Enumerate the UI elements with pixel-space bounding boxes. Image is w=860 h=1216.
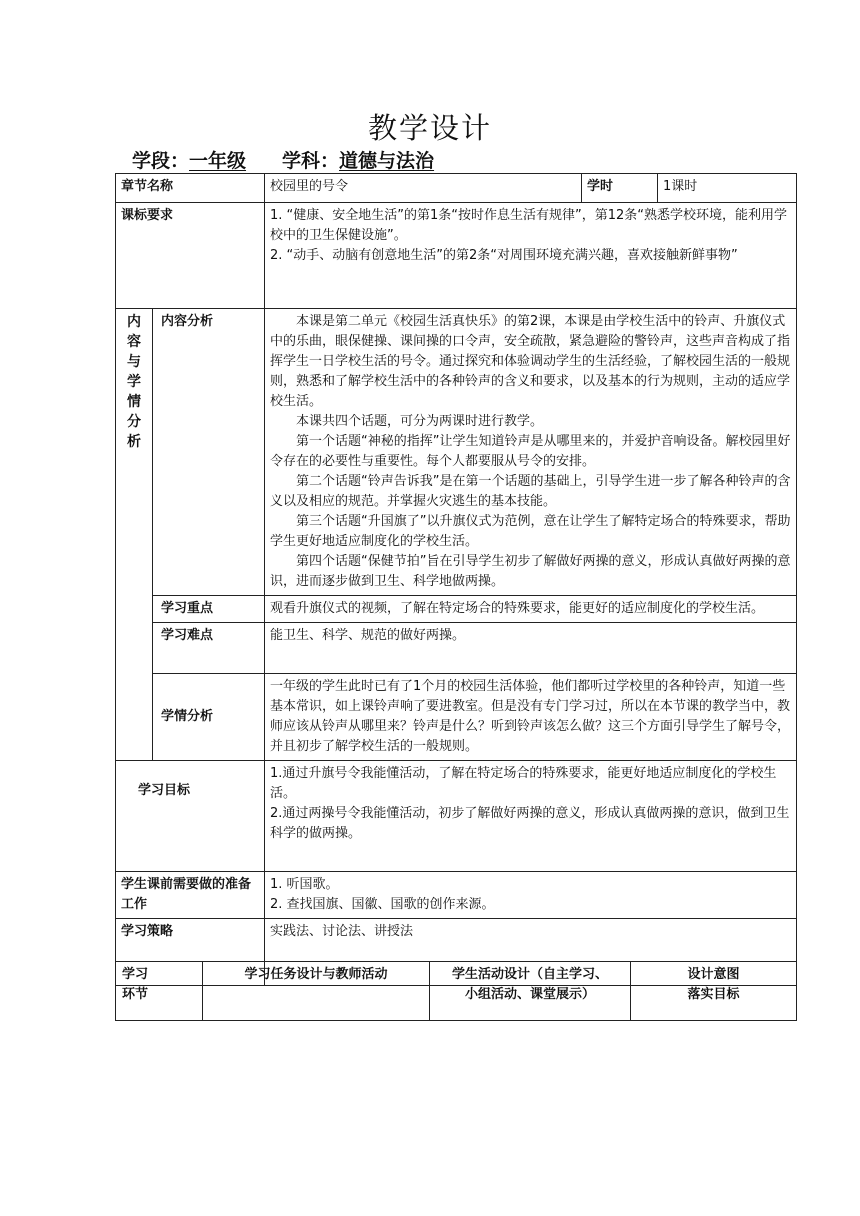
content-para: 第三个话题“升国旗了”以升旗仪式为范例，意在让学生了解特定场合的特殊要求，帮助学生更好地适应制度化的学校生活。 [270,514,791,549]
period-value: 1课时 [658,174,797,203]
content-label: 内容分析 [153,309,265,596]
prep-item: 2. 查找国旗、国徽、国歌的创作来源。 [270,897,495,912]
difficulty-label: 学习难点 [153,623,265,674]
goal-value [265,761,797,872]
subtitle [132,146,434,173]
key-label: 学习重点 [153,596,265,623]
lesson-table [115,173,797,986]
standard-item: 2. “动手、动脑有创意地生活”的第2条“对周围环境充满兴趣，喜欢接触新鲜事物” [270,248,738,263]
content-row [116,309,797,596]
chapter-row [116,174,797,203]
content-para: 本课是第二单元《校园生活真快乐》的第2课，本课是由学校生活中的铃声、升旗仪式中的乐曲，眼保健操、课间操的口令声，安全疏散，紧急避险的警铃声，这些声音构成了指挥学生一日学校生活的号令。通过探究和体验调动学生的生活经验，了解校园生活的一般规则，熟悉和了解学校生活中的各种铃声的含义和要求，以及基本的行为规则，主动的适应学校生活。 [270,314,791,409]
content-para: 第一个话题“神秘的指挥”让学生知道铃声是从哪里来的，并爱护音响设备。解校园里好令存在的必要性与重要性。每个人都要服从号令的安排。 [270,434,791,469]
strategy-value: 实践法、讨论法、讲授法 [265,919,797,986]
subject-label: 学科： [282,150,340,172]
strategy-label: 学习策略 [116,919,265,986]
content-para: 本课共四个话题，可分为两课时进行教学。 [296,414,544,429]
analysis-row [116,674,797,761]
content-para: 第二个话题“铃声告诉我”是在第一个话题的基础上，引导学生进一步了解各种铃声的含义以及相应的规范。并掌握火灾逃生的基本技能。 [270,474,791,509]
header-intent-cell: 设计意图 落实目标 [631,962,797,1021]
prep-row [116,872,797,919]
page-title: 教学设计 [367,111,492,145]
prep-value [265,872,797,919]
goal-row [116,761,797,872]
stage-label: 学段： [132,150,190,172]
subject-value: 道德与法治 [339,150,435,172]
goal-item: 2.通过两操号令我能懂活动，初步了解做好两操的意义，形成认真做两操的意识，做到卫生科学的做两操。 [270,806,790,841]
key-value: 观看升旗仪式的视频，了解在特定场合的特殊要求，能更好的适应制度化的学校生活。 [265,596,797,623]
period-label: 学时 [582,174,658,203]
chapter-label: 章节名称 [116,174,265,203]
goal-label: 学习目标 [116,761,265,872]
stage-value: 一年级 [189,150,247,172]
header-student-cell: 学生活动设计（自主学习、 小组活动、课堂展示） [430,962,631,1021]
chapter-value: 校园里的号令 [265,174,582,203]
header-stage-cell: 学习 环节 [116,962,203,1021]
standard-row [116,203,797,309]
content-para: 第四个话题“保健节拍”旨在引导学生初步了解做好两操的意义，形成认真做好两操的意识，进而逐步做到卫生、科学地做两操。 [270,554,791,589]
difficulty-value: 能卫生、科学、规范的做好两操。 [265,623,797,674]
content-value [265,309,797,596]
key-row [116,596,797,623]
activity-header-row [116,962,797,1021]
standard-value [265,203,797,309]
activity-header-table [115,961,797,1021]
analysis-value: 一年级的学生此时已有了1个月的校园生活体验，他们都听过学校里的各种铃声，知道一些基本常识，如上课铃声响了要进教室。但是没有专门学习过，所以在本节课的教学当中，教师应该从铃声从哪里来？铃声是什么？听到铃声该怎么做？这三个方面引导学生了解号令，并且初步了解学校生活的一般规则。 [265,674,797,761]
goal-item: 1.通过升旗号令我能懂活动，了解在特定场合的特殊要求，能更好地适应制度化的学校生活。 [270,766,777,801]
prep-label: 学生课前需要做的准备工作 [116,872,265,919]
standard-label: 课标要求 [116,203,265,309]
header-task-cell: 学习任务设计与教师活动 [203,962,430,1021]
difficulty-row [116,623,797,674]
group-label: 内 容 与 学 情 分 析 [116,309,153,761]
analysis-label: 学情分析 [153,674,265,761]
prep-item: 1. 听国歌。 [270,877,339,892]
standard-item: 1. “健康、安全地生活”的第1条“按时作息生活有规律”，第12条“熟悉学校环境，能利用学校中的卫生保健设施”。 [270,208,788,243]
